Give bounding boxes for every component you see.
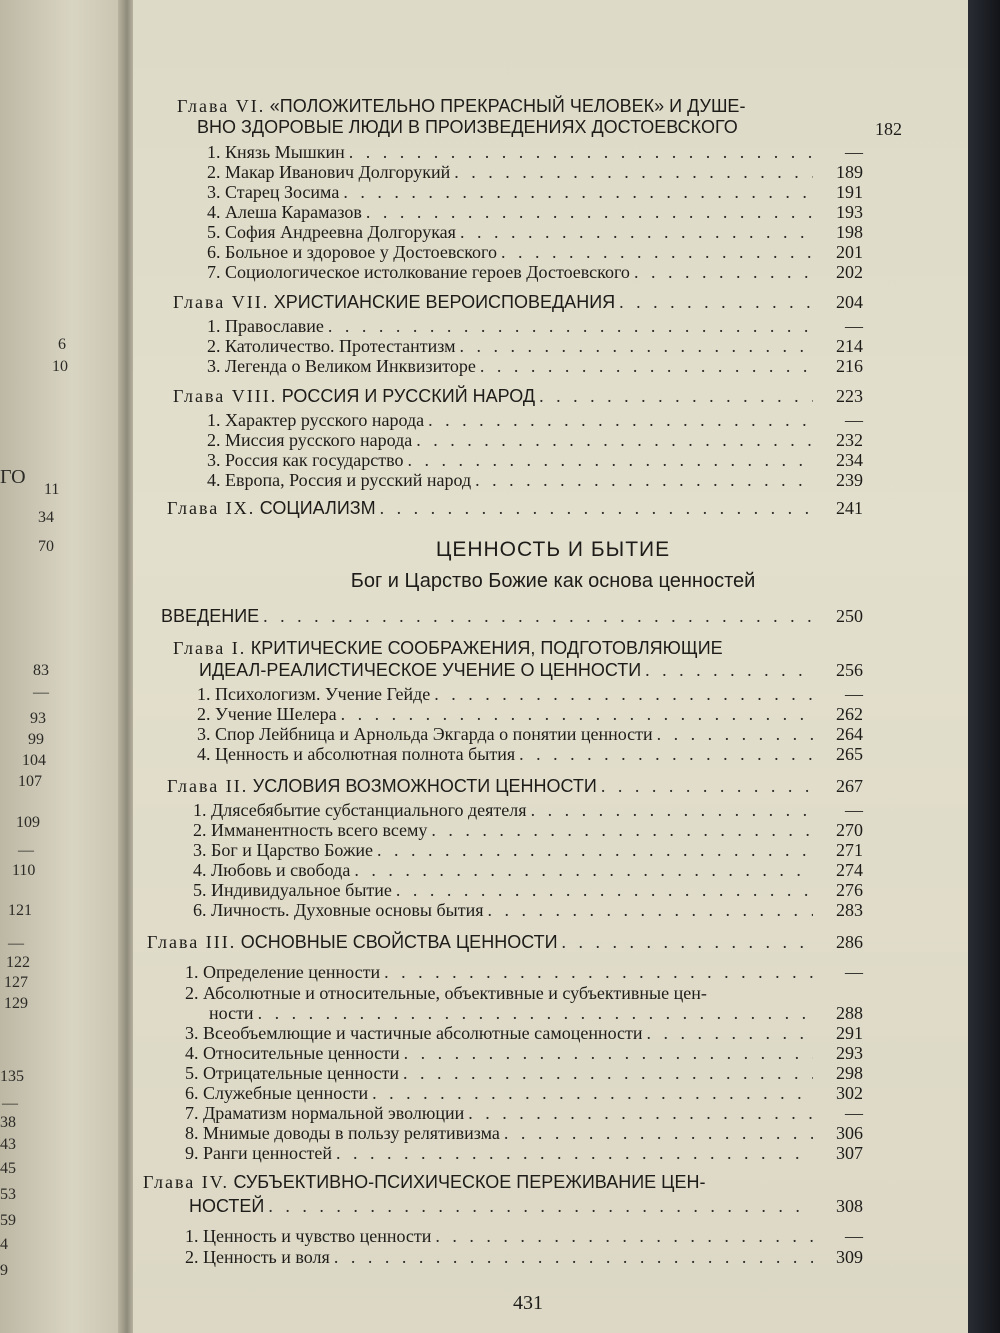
margin-number: 110 [12,862,36,879]
margin-number: 127 [4,974,28,991]
toc-entry: 3. Легенда о Великом Инквизиторе . . . 216 [207,356,863,376]
toc-entry: 5. Индивидуальное бытие . . . 276 [193,880,863,900]
margin-number: 59 [0,1212,16,1229]
margin-number: — [8,935,24,952]
toc-chapter-heading-cont: ИДЕАЛ-РЕАЛИСТИЧЕСКОЕ УЧЕНИЕ О ЦЕННОСТИ . . . 256 [199,660,863,680]
part-subtitle: Бог и Царство Божие как основа ценностей [350,570,756,592]
margin-number: 9 [0,1262,8,1279]
toc-chapter: Глава III. ОСНОВНЫЕ СВОЙСТВА ЦЕННОСТИ . . . 286 [147,932,863,952]
toc-entry: 1. Длясебябытие субстанциального деятеля . . . — [193,800,863,820]
toc-page [133,0,1000,1333]
toc-entry-multiline: 2. Абсолютные и относительные, объективные и субъективные цен- [185,983,707,1003]
toc-chapter-heading: Глава I. КРИТИЧЕСКИЕ СООБРАЖЕНИЯ, ПОДГОТОВЛЯЮЩИЕ [173,638,723,658]
toc-entry: 6. Служебные ценности . . . 302 [185,1083,863,1103]
toc-entry: 9. Ранги ценностей . . . 307 [185,1143,863,1163]
toc-entry: 1. Психологизм. Учение Гейде . . . — [197,684,863,704]
margin-number: ГО [0,466,26,488]
margin-number: 93 [30,710,46,727]
margin-number: 109 [16,814,40,831]
toc-chapter: Глава VII. ХРИСТИАНСКИЕ ВЕРОИСПОВЕДАНИЯ . . . 204 [173,292,863,312]
toc-entry: 5. Отрицательные ценности . . . 298 [185,1063,863,1083]
margin-number: 43 [0,1136,16,1153]
toc-entry: 2. Учение Шелера . . . 262 [197,704,863,724]
toc-entry: 1. Определение ценности . . . — [185,962,863,982]
toc-entry: 1. Характер русского народа . . . — [207,410,863,430]
toc-entry: 5. София Андреевна Долгорукая . . . 198 [207,222,863,242]
margin-number: 6 [58,336,66,353]
toc-entry: 4. Относительные ценности . . . 293 [185,1043,863,1063]
toc-chapter: ВВЕДЕНИЕ . . . 250 [161,606,863,626]
toc-entry: 2. Миссия русского народа . . . 232 [207,430,863,450]
toc-entry: 2. Имманентность всего всему . . . 270 [193,820,863,840]
toc-chapter-heading: Глава IV. СУБЪЕКТИВНО-ПСИХИЧЕСКОЕ ПЕРЕЖИВАНИЕ ЦЕН- [143,1172,706,1192]
page-number: 431 [513,1292,543,1314]
toc-entry: 3. Бог и Царство Божие . . . 271 [193,840,863,860]
margin-number: 34 [38,509,54,526]
margin-number: 122 [6,954,30,971]
toc-chapter: Глава II. УСЛОВИЯ ВОЗМОЖНОСТИ ЦЕННОСТИ . . . 267 [167,776,863,796]
toc-chapter: Глава IX. СОЦИАЛИЗМ . . . 241 [167,498,863,518]
table-of-contents [133,0,1000,1333]
toc-chapter-heading-cont: НОСТЕЙ . . . 308 [189,1196,863,1216]
toc-entry: 4. Любовь и свобода . . . 274 [193,860,863,880]
toc-entry: 2. Ценность и воля . . . 309 [185,1247,863,1267]
toc-entry: 3. Старец Зосима . . . 191 [207,182,863,202]
margin-number: — [18,842,34,859]
margin-number: 38 [0,1114,16,1131]
toc-chapter: Глава VIII. РОССИЯ И РУССКИЙ НАРОД . . . 223 [173,386,863,406]
part-title: ЦЕННОСТЬ И БЫТИЕ [435,538,671,561]
toc-entry: 1. Православие . . . — [207,316,863,336]
toc-entry: 4. Ценность и абсолютная полнота бытия . . . 265 [197,744,863,764]
toc-entry: 7. Драматизм нормальной эволюции . . . — [185,1103,863,1123]
margin-number: 10 [52,358,68,375]
book-cover-edge [968,0,1000,1333]
margin-number: 45 [0,1160,16,1177]
toc-entry: 6. Больное и здоровое у Достоевского . . . 201 [207,242,863,262]
margin-number: 129 [4,995,28,1012]
toc-entry: 2. Макар Иванович Долгорукий . . . 189 [207,162,863,182]
toc-entry: 8. Мнимые доводы в пользу релятивизма . . . 306 [185,1123,863,1143]
margin-number: 70 [38,538,54,555]
toc-chapter-heading: Глава VI. «ПОЛОЖИТЕЛЬНО ПРЕКРАСНЫЙ ЧЕЛОВЕК» И ДУШЕ- [177,96,746,116]
margin-number: — [2,1095,18,1112]
toc-entry: 1. Князь Мышкин . . . — [207,142,863,162]
margin-number: 135 [0,1068,24,1085]
toc-entry: 3. Россия как государство . . . 234 [207,450,863,470]
toc-entry: 3. Всеобъемлющие и частичные абсолютные самоценности . . . 291 [185,1023,863,1043]
margin-number: 53 [0,1186,16,1203]
toc-entry: 6. Личность. Духовные основы бытия . . . 283 [193,900,863,920]
margin-number: 121 [8,902,32,919]
margin-number: 107 [18,773,42,790]
toc-entry: 2. Католичество. Протестантизм . . . 214 [207,336,863,356]
toc-entry: 1. Ценность и чувство ценности . . . — [185,1226,863,1246]
margin-number: 11 [44,481,60,498]
previous-page-edge [0,0,132,1333]
toc-entry: 7. Социологическое истолкование героев Достоевского . . . 202 [207,262,863,282]
toc-entry: 4. Европа, Россия и русский народ . . . 239 [207,470,863,490]
toc-page-number: 182 [875,119,902,139]
toc-entry-cont: ности . . . 288 [209,1003,863,1023]
margin-number: 4 [0,1236,8,1253]
toc-entry: 3. Спор Лейбница и Арнольда Экгарда о понятии ценности . . . 264 [197,724,863,744]
toc-chapter-heading-cont: ВНО ЗДОРОВЫЕ ЛЮДИ В ПРОИЗВЕДЕНИЯХ ДОСТОЕВСКОГО [197,117,738,137]
margin-number: 83 [33,662,49,679]
toc-entry: 4. Алеша Карамазов . . . 193 [207,202,863,222]
margin-number: — [33,684,49,701]
margin-number: 99 [28,731,44,748]
margin-number: 104 [22,752,46,769]
